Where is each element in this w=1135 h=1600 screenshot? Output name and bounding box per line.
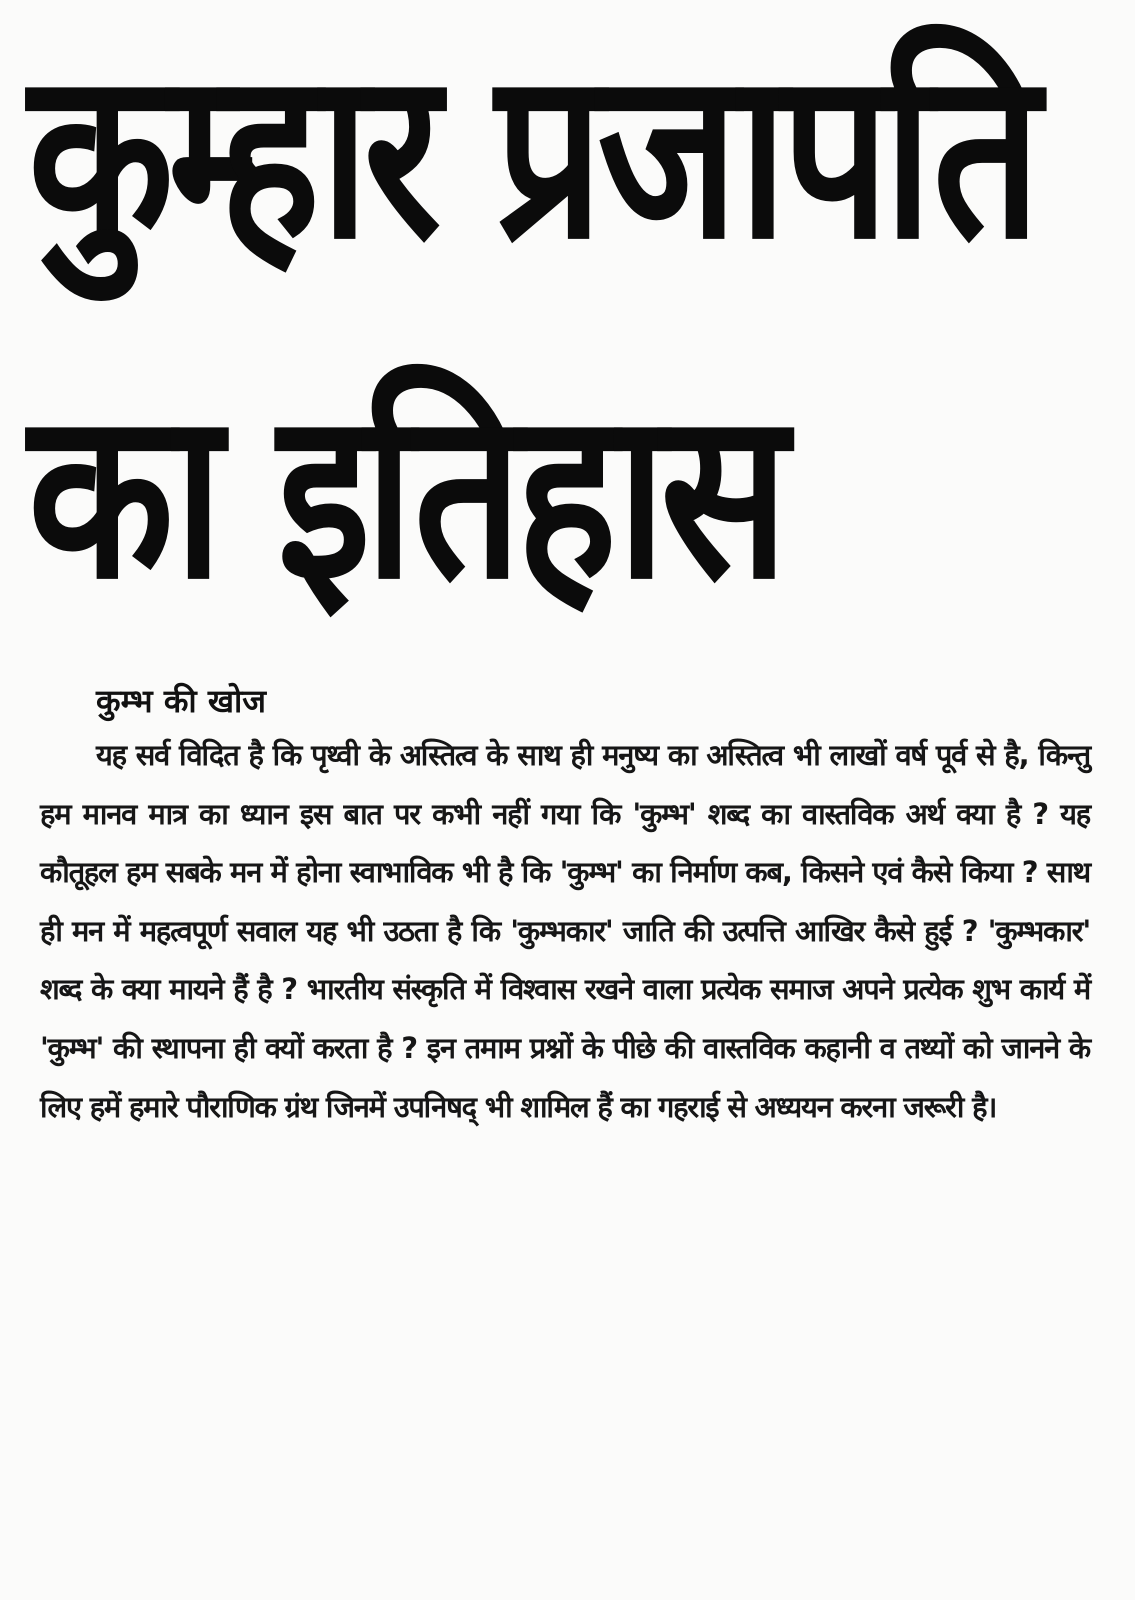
article [40,676,1090,1136]
headline [28,20,1108,631]
article-body: यह सर्व विदित है कि पृथ्वी के अस्तित्व के साथ ही मनुष्य का अस्तित्व भी लाखों वर्ष पूर्व से है, किन्तु हम मानव मात्र का ध्यान इस बात पर कभी नहीं गया कि 'कुम्भ' शब्द का वास्तविक अर्थ क्या है ? यह कौतूहल हम सबके मन में होना स्वाभाविक भी है कि 'कुम्भ' का निर्माण कब, किसने एवं कैसे किया ? साथ ही मन में महत्वपूर्ण सवाल यह भी उठता है कि 'कुम्भकार' जाति की उत्पत्ति आखिर कैसे हुई ? 'कुम्भकार' शब्द के क्या मायने हैं है ? भारतीय संस्कृति में विश्वास रखने वाला प्रत्येक समाज अपने प्रत्येक शुभ कार्य में 'कुम्भ' की स्थापना ही क्यों करता है ? इन तमाम प्रश्नों के पीछे की वास्तविक कहानी व तथ्यों को जानने के लिए हमें हमारे पौराणिक ग्रंथ जिनमें उपनिषद् भी शामिल हैं का गहराई से अध्ययन करना जरूरी है। [40,738,1090,1124]
article-subheading: कुम्भ की खोज [96,682,267,720]
headline-line-2: का इतिहास [28,360,783,631]
headline-line-1: कुम्हार प्रजापति [28,20,1035,291]
